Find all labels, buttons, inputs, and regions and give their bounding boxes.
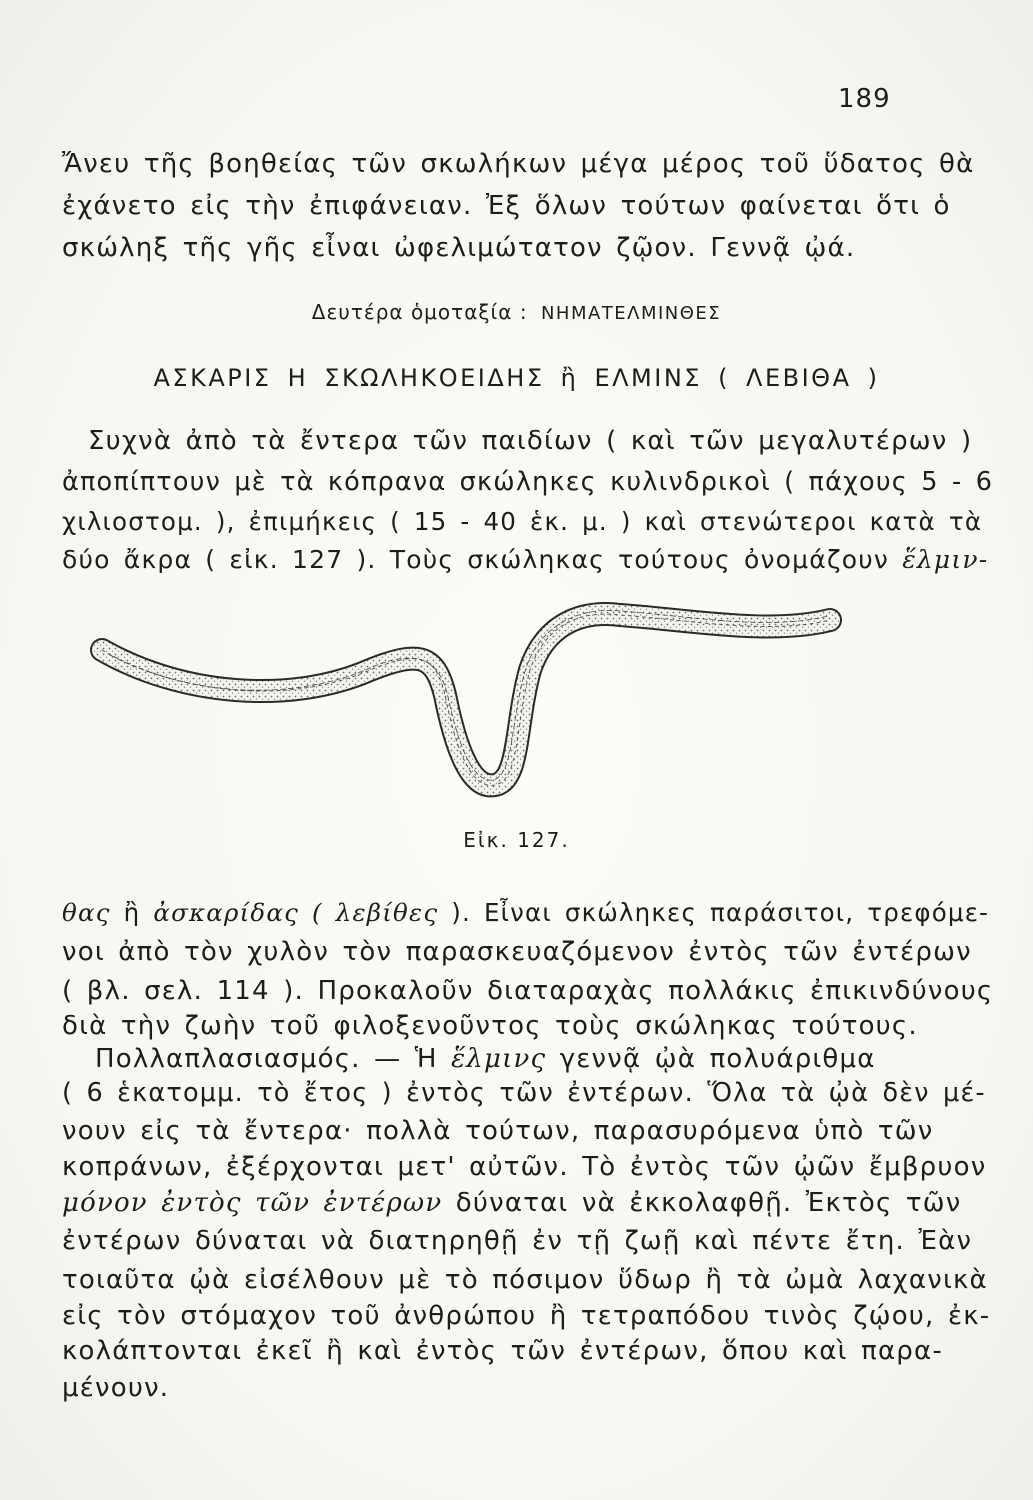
paragraph-1-line-2: ἐχάνετο εἰς τὴν ἐπιφάνειαν. Ἐξ ὅλων τούτων φαίνεται ὅτι ὁ — [62, 191, 951, 221]
subheading-label: Δευτέρα ὁμοταξία : — [311, 300, 528, 324]
paragraph-3-text-b: ). Εἶναι σκώληκες παράσιτοι, τρεφόμε- — [438, 898, 990, 927]
paragraph-4-line-1 — [95, 1043, 876, 1075]
page-number: 189 — [838, 84, 891, 114]
paragraph-3-line-4: διὰ τὴν ζωὴν τοῦ φιλοξενοῦντος τοὺς σκώληκας τούτους. — [62, 1011, 918, 1041]
paragraph-4-line-4: κοπράνων, ἐξέρχονται μετ' αὐτῶν. Τὸ ἐντὸς τῶν ᾠῶν ἔμβρυον — [62, 1152, 987, 1182]
paragraph-1-line-3: σκώληξ τῆς γῆς εἶναι ὠφελιμώτατον ζῷον. Γεννᾷ ᾠά. — [62, 233, 856, 263]
worm-body — [102, 610, 830, 785]
paragraph-4-line-7: τοιαῦτα ᾠὰ εἰσέλθουν μὲ τὸ πόσιμον ὕδωρ ἢ τὰ ὠμὰ λαχανικὰ — [62, 1265, 988, 1295]
class-subheading — [0, 300, 1033, 324]
subheading-value: ΝΗΜΑΤΕΛΜΙΝΘΕΣ — [540, 303, 722, 324]
paragraph-4-text-a: Πολλαπλασιασμός. — Ἡ — [95, 1044, 452, 1074]
species-heading: ΑΣΚΑΡΙΣ Η ΣΚΩΛΗΚΟΕΙΔΗΣ ἢ ΕΛΜΙΝΣ ( ΛΕΒΙΘΑ ) — [153, 364, 880, 392]
paragraph-3-italic-a: θας — [62, 898, 111, 927]
paragraph-3-italic-b: ἀσκαρίδας ( λεβίθες — [153, 898, 439, 927]
paragraph-2-line-4 — [62, 544, 988, 576]
paragraph-4-line-3: νουν εἰς τὰ ἔντερα· πολλὰ τούτων, παρασυρόμενα ὑπὸ τῶν — [62, 1116, 934, 1146]
paragraph-4-text-b: γεννᾷ ᾠὰ πολυάριθμα — [546, 1044, 876, 1074]
paragraph-3-line-1 — [62, 897, 989, 929]
paragraph-2-line-4-text: δύο ἄκρα ( εἰκ. 127 ). Τοὺς σκώληκας τούτους ὀνομάζουν — [62, 545, 903, 574]
paragraph-4-line-10: μένουν. — [62, 1373, 170, 1403]
paragraph-3-line-2: νοι ἀπὸ τὸν χυλὸν τὸν παρασκευαζόμενον ἐντὸς τῶν ἐντέρων — [62, 937, 972, 967]
figure-caption: Εἰκ. 127. — [463, 828, 570, 852]
paragraph-4-line-5 — [62, 1187, 961, 1219]
paragraph-4-mid-text: δύναται νὰ ἐκκολαφθῇ. Ἐκτὸς τῶν — [442, 1188, 962, 1218]
paragraph-3-text-a: ἢ — [110, 898, 154, 927]
paragraph-4-line-9: κολάπτονται ἐκεῖ ἢ καὶ ἐντὸς τῶν ἐντέρων, ὅπου καὶ παρα- — [62, 1336, 943, 1366]
roundworm-illustration — [90, 575, 850, 825]
paragraph-2-line-1: Συχνὰ ἀπὸ τὰ ἔντερα τῶν παιδίων ( καὶ τῶν μεγαλυτέρων ) — [88, 426, 973, 456]
paragraph-4-line-6: ἐντέρων δύναται νὰ διατηρηθῇ ἐν τῇ ζωῇ καὶ πέντε ἔτη. Ἐὰν — [62, 1226, 973, 1256]
paragraph-2-line-4-italic: ἕλμιν- — [902, 545, 989, 574]
paragraph-4-line-2: ( 6 ἑκατομμ. τὸ ἔτος ) ἐντὸς τῶν ἐντέρων. Ὅλα τὰ ᾠὰ δὲν μέ- — [62, 1078, 986, 1108]
paragraph-3-line-3: ( βλ. σελ. 114 ). Προκαλοῦν διαταραχὰς πολλάκις ἐπικινδύνους — [62, 976, 994, 1006]
paragraph-4-italic: ἕλμινς — [451, 1044, 547, 1074]
paragraph-2-line-3: χιλιοστομ. ), ἐπιμήκεις ( 15 - 40 ἑκ. μ. ) καὶ στενώτεροι κατὰ τὰ — [62, 507, 983, 536]
paragraph-1-line-1: Ἄνευ τῆς βοηθείας τῶν σκωλήκων μέγα μέρος τοῦ ὕδατος θὰ — [62, 149, 975, 179]
paragraph-2-line-2: ἀποπίπτουν μὲ τὰ κόπρανα σκώληκες κυλινδρικοὶ ( πάχους 5 - 6 — [62, 467, 994, 497]
paragraph-4-line-8: εἰς τὸν στόμαχον τοῦ ἀνθρώπου ἢ τετραπόδου τινὸς ζῴου, ἐκ- — [62, 1301, 991, 1331]
paragraph-4-mid-italic: μόνον ἐντὸς τῶν ἐντέρων — [62, 1188, 443, 1218]
